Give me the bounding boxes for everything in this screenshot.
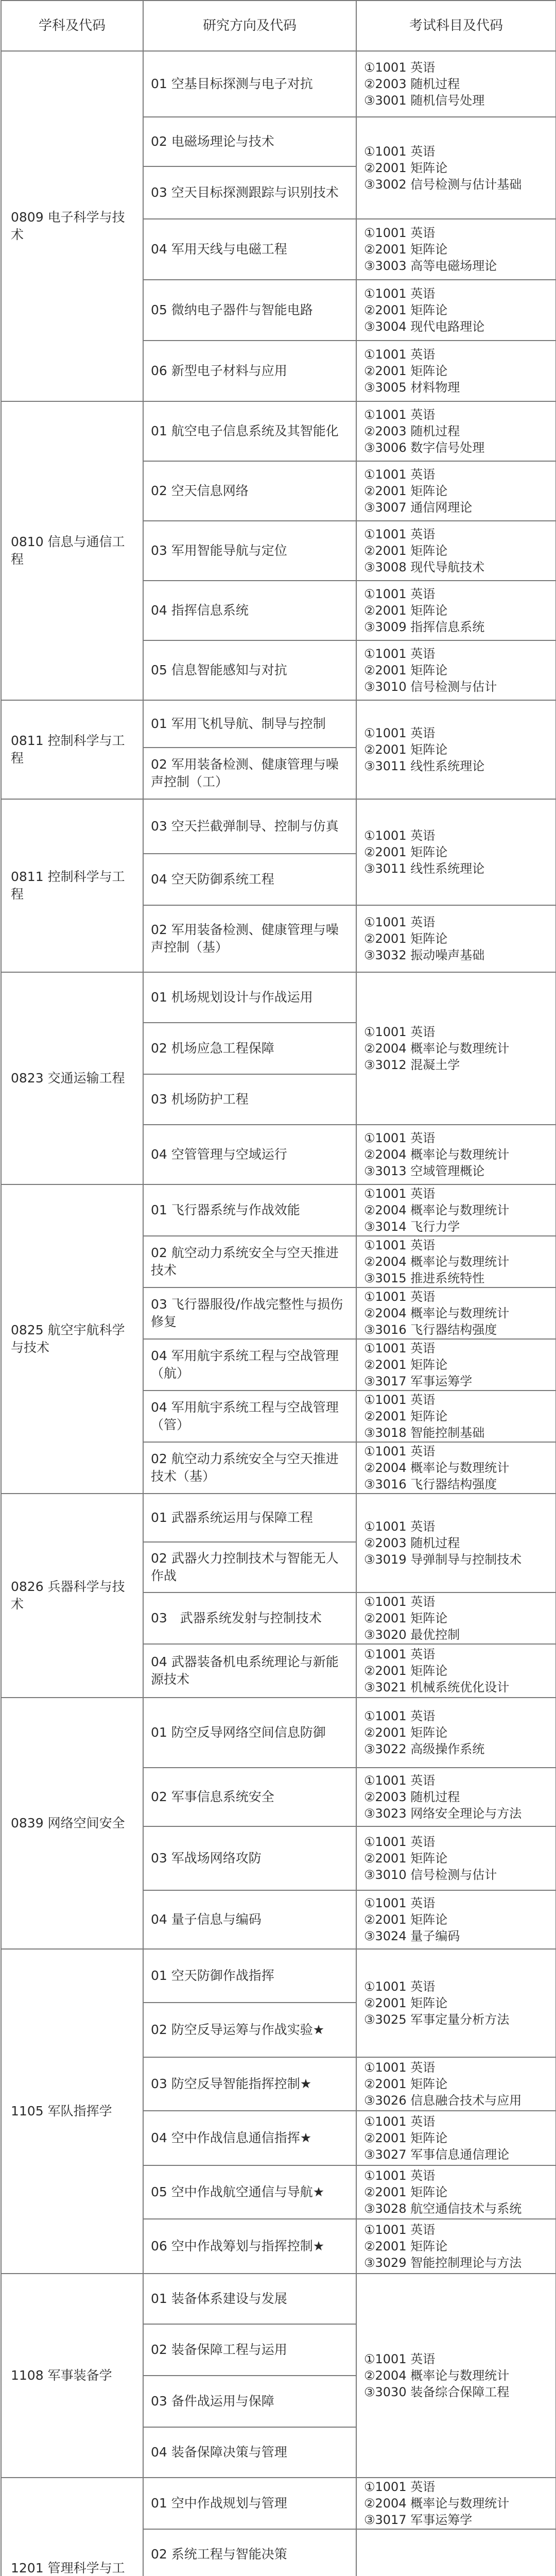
subject-cell: 0811 控制科学与工程 bbox=[1, 700, 143, 799]
direction-cell: 03 军战场网络攻防 bbox=[143, 1826, 356, 1890]
direction-cell: 02 机场应急工程保障 bbox=[143, 1023, 356, 1074]
exam-cell: ①1001 英语 ②2001 矩阵论 ③3010 信号检测与估计 bbox=[356, 1826, 556, 1890]
exam-cell: ①1001 英语 ②2001 矩阵论 ③3017 军事运筹学 bbox=[356, 1339, 556, 1391]
exam-cell: ①1001 英语 ②2003 随机过程 ③3001 随机信号处理 bbox=[356, 51, 556, 117]
header-exam: 考试科目及代码 bbox=[356, 1, 556, 51]
exam-cell: ①1001 英语 ②2001 矩阵论 ③3028 航空通信技术与系统 bbox=[356, 2165, 556, 2219]
direction-cell: 03 军用智能导航与定位 bbox=[143, 521, 356, 581]
exam-cell: ①1001 英语 ②2001 矩阵论 ③3022 高级操作系统 bbox=[356, 1698, 556, 1768]
exam-cell: ①1001 英语 ②2001 矩阵论 ③3003 高等电磁场理论 bbox=[356, 219, 556, 280]
direction-cell: 02 防空反导运筹与作战实验★ bbox=[143, 2003, 356, 2057]
header-direction: 研究方向及代码 bbox=[143, 1, 356, 51]
table-row bbox=[1, 972, 556, 1023]
exam-cell: ①1001 英语 ②2001 矩阵论 ③3010 信号检测与估计 bbox=[356, 640, 556, 700]
direction-cell: 05 空中作战航空通信与导航★ bbox=[143, 2165, 356, 2219]
direction-cell: 03 飞行器服役/作战完整性与损伤修复 bbox=[143, 1287, 356, 1339]
exam-cell: ①1001 英语 ②2001 矩阵论 ③3011 线性系统理论 bbox=[356, 799, 556, 905]
direction-cell: 04 空天防御系统工程 bbox=[143, 854, 356, 905]
exam-cell: ①1001 英语 ②2001 矩阵论 ③3004 现代电路理论 bbox=[356, 280, 556, 341]
direction-cell: 05 微纳电子器件与智能电路 bbox=[143, 280, 356, 341]
direction-cell: 02 军用装备检测、健康管理与噪声控制（基） bbox=[143, 905, 356, 972]
direction-cell: 03 备件战运用与保障 bbox=[143, 2376, 356, 2427]
exam-cell: ①1001 英语 ②2001 矩阵论 ③3027 军事信息通信理论 bbox=[356, 2111, 556, 2165]
table-row bbox=[1, 1494, 556, 1542]
subject-cell: 0810 信息与通信工程 bbox=[1, 401, 143, 700]
exam-cell: ①1001 英语 ②2004 概率论与数理统计 ③3016 飞行器结构强度 bbox=[356, 1442, 556, 1494]
exam-cell: ①1001 英语 ②2001 矩阵论 ③3018 智能控制基础 bbox=[356, 1391, 556, 1442]
table-row bbox=[1, 401, 556, 461]
table-row bbox=[1, 1949, 556, 2003]
direction-cell: 04 军用航宇系统工程与空战管理（管） bbox=[143, 1391, 356, 1442]
exam-cell: ①1001 英语 ②2001 矩阵论 ③3024 量子编码 bbox=[356, 1890, 556, 1949]
direction-cell: 01 武器系统运用与保障工程 bbox=[143, 1494, 356, 1542]
exam-cell: ①1001 英语 ②2001 矩阵论 ③3009 指挥信息系统 bbox=[356, 581, 556, 640]
exam-cell: ①1001 英语 ②2001 矩阵论 ③3008 现代导航技术 bbox=[356, 521, 556, 581]
admission-table bbox=[1, 0, 556, 2576]
header-subject: 学科及代码 bbox=[1, 1, 143, 51]
direction-cell: 04 武器装备机电系统理论与新能源技术 bbox=[143, 1644, 356, 1698]
direction-cell: 03 空天目标探测跟踪与识别技术 bbox=[143, 166, 356, 219]
exam-cell: ①1001 英语 ②2001 矩阵论 ③3029 智能控制理论与方法 bbox=[356, 2219, 556, 2274]
exam-cell: ①1001 英语 ②2001 矩阵论 ③3026 信息融合技术与应用 bbox=[356, 2057, 556, 2111]
table-row bbox=[1, 700, 556, 748]
direction-cell: 01 空天防御作战指挥 bbox=[143, 1949, 356, 2003]
direction-cell: 06 空中作战筹划与指挥控制★ bbox=[143, 2219, 356, 2274]
direction-cell: 01 空基目标探测与电子对抗 bbox=[143, 51, 356, 117]
exam-cell: ①1001 英语 ②2004 概率论与数理统计 ③3030 装备综合保障工程 bbox=[356, 2274, 556, 2478]
exam-cell: ①1001 英语 ②2001 矩阵论 ③3025 军事定量分析方法 bbox=[356, 1949, 556, 2057]
subject-cell: 1108 军事装备学 bbox=[1, 2274, 143, 2478]
subject-cell: 0823 交通运输工程 bbox=[1, 972, 143, 1184]
direction-cell: 02 空天信息网络 bbox=[143, 461, 356, 521]
subject-cell: 0826 兵器科学与技术 bbox=[1, 1494, 143, 1698]
exam-cell: ①1001 英语 ②2001 矩阵论 ③3021 机械系统优化设计 bbox=[356, 1644, 556, 1698]
table-row bbox=[1, 2274, 556, 2324]
exam-cell: ①1001 英语 ②2001 矩阵论 ③3002 信号检测与估计基础 bbox=[356, 117, 556, 219]
table-row bbox=[1, 2478, 556, 2529]
exam-cell: ①1001 英语 ②2003 随机过程 ③3006 数字信号处理 bbox=[356, 401, 556, 461]
exam-cell: ①1001 英语 ②2004 概率论与数理统计 ③3015 推进系统特性 bbox=[356, 1236, 556, 1287]
subject-cell: 1201 管理科学与工 bbox=[1, 2478, 143, 2576]
subject-cell: 0809 电子科学与技术 bbox=[1, 51, 143, 401]
direction-cell: 03 空天拦截弹制导、控制与仿真 bbox=[143, 799, 356, 854]
header-row bbox=[1, 1, 556, 51]
direction-cell: 05 信息智能感知与对抗 bbox=[143, 640, 356, 700]
direction-cell: 01 防空反导网络空间信息防御 bbox=[143, 1698, 356, 1768]
exam-cell: ①1001 英语 ②2001 矩阵论 ③3032 振动噪声基础 bbox=[356, 905, 556, 972]
direction-cell: 02 武器火力控制技术与智能无人作战 bbox=[143, 1542, 356, 1592]
table-row bbox=[1, 51, 556, 117]
direction-cell: 01 军用飞机导航、制导与控制 bbox=[143, 700, 356, 748]
direction-cell: 01 装备体系建设与发展 bbox=[143, 2274, 356, 2324]
direction-cell: 02 电磁场理论与技术 bbox=[143, 117, 356, 166]
direction-cell: 04 量子信息与编码 bbox=[143, 1890, 356, 1949]
table-row bbox=[1, 799, 556, 854]
direction-cell: 04 空中作战信息通信指挥★ bbox=[143, 2111, 356, 2165]
exam-cell: ①1001 英语 ②2001 矩阵论 ③3020 最优控制 bbox=[356, 1592, 556, 1644]
direction-cell: 02 军事信息系统安全 bbox=[143, 1768, 356, 1826]
subject-cell: 1105 军队指挥学 bbox=[1, 1949, 143, 2274]
exam-cell: ①1001 英语 ②2003 随机过程 ③3023 网络安全理论与方法 bbox=[356, 1768, 556, 1826]
direction-cell: 04 军用天线与电磁工程 bbox=[143, 219, 356, 280]
direction-cell: 04 空管管理与空域运行 bbox=[143, 1125, 356, 1184]
exam-cell: ①1001 英语 ②2004 概率论与数理统计 ③3016 飞行器结构强度 bbox=[356, 1287, 556, 1339]
exam-cell: ①1001 英语 ②2004 概率论与数理统计 ③3017 军事运筹学 bbox=[356, 2478, 556, 2529]
direction-cell: 01 航空电子信息系统及其智能化 bbox=[143, 401, 356, 461]
direction-cell: 01 空中作战规划与管理 bbox=[143, 2478, 356, 2529]
direction-cell: 04 装备保障决策与管理 bbox=[143, 2427, 356, 2478]
direction-cell: 01 飞行器系统与作战效能 bbox=[143, 1184, 356, 1236]
direction-cell: 04 军用航宇系统工程与空战管理（航） bbox=[143, 1339, 356, 1391]
exam-cell: ①1001 英语 ②2004 概率论与数理统计 ③3014 飞行力学 bbox=[356, 1184, 556, 1236]
subject-cell: 0825 航空宇航科学与技术 bbox=[1, 1184, 143, 1494]
exam-cell: ①1001 英语 ②2001 矩阵论 ③3005 材料物理 bbox=[356, 341, 556, 401]
subject-cell: 0811 控制科学与工程 bbox=[1, 799, 143, 972]
table-row bbox=[1, 1184, 556, 1236]
exam-cell: ①1001 英语 ②2004 概率论与数理统计 ③3012 混凝土学 bbox=[356, 972, 556, 1125]
table-row bbox=[1, 1698, 556, 1768]
direction-cell: 01 机场规划设计与作战运用 bbox=[143, 972, 356, 1023]
direction-cell: 02 军用装备检测、健康管理与噪声控制（工） bbox=[143, 748, 356, 799]
direction-cell: 03 防空反导智能指挥控制★ bbox=[143, 2057, 356, 2111]
subject-cell: 0839 网络空间安全 bbox=[1, 1698, 143, 1949]
direction-cell: 03 机场防护工程 bbox=[143, 1074, 356, 1125]
direction-cell: 02 航空动力系统安全与空天推进技术 bbox=[143, 1236, 356, 1287]
direction-cell: 04 指挥信息系统 bbox=[143, 581, 356, 640]
direction-cell: 06 新型电子材料与应用 bbox=[143, 341, 356, 401]
direction-cell: 02 航空动力系统安全与空天推进技术（基） bbox=[143, 1442, 356, 1494]
direction-cell: 03 武器系统发射与控制技术 bbox=[143, 1592, 356, 1644]
exam-cell: ①1001 英语 ②2003 随机过程 ③3019 导弹制导与控制技术 bbox=[356, 1494, 556, 1592]
exam-cell: ①1001 英语 ②2001 矩阵论 ③3011 线性系统理论 bbox=[356, 700, 556, 799]
direction-cell: 02 装备保障工程与运用 bbox=[143, 2324, 356, 2376]
exam-cell bbox=[356, 2529, 556, 2576]
direction-cell: 02 系统工程与智能决策 bbox=[143, 2529, 356, 2576]
exam-cell: ①1001 英语 ②2001 矩阵论 ③3007 通信网理论 bbox=[356, 461, 556, 521]
exam-cell: ①1001 英语 ②2004 概率论与数理统计 ③3013 空域管理概论 bbox=[356, 1125, 556, 1184]
